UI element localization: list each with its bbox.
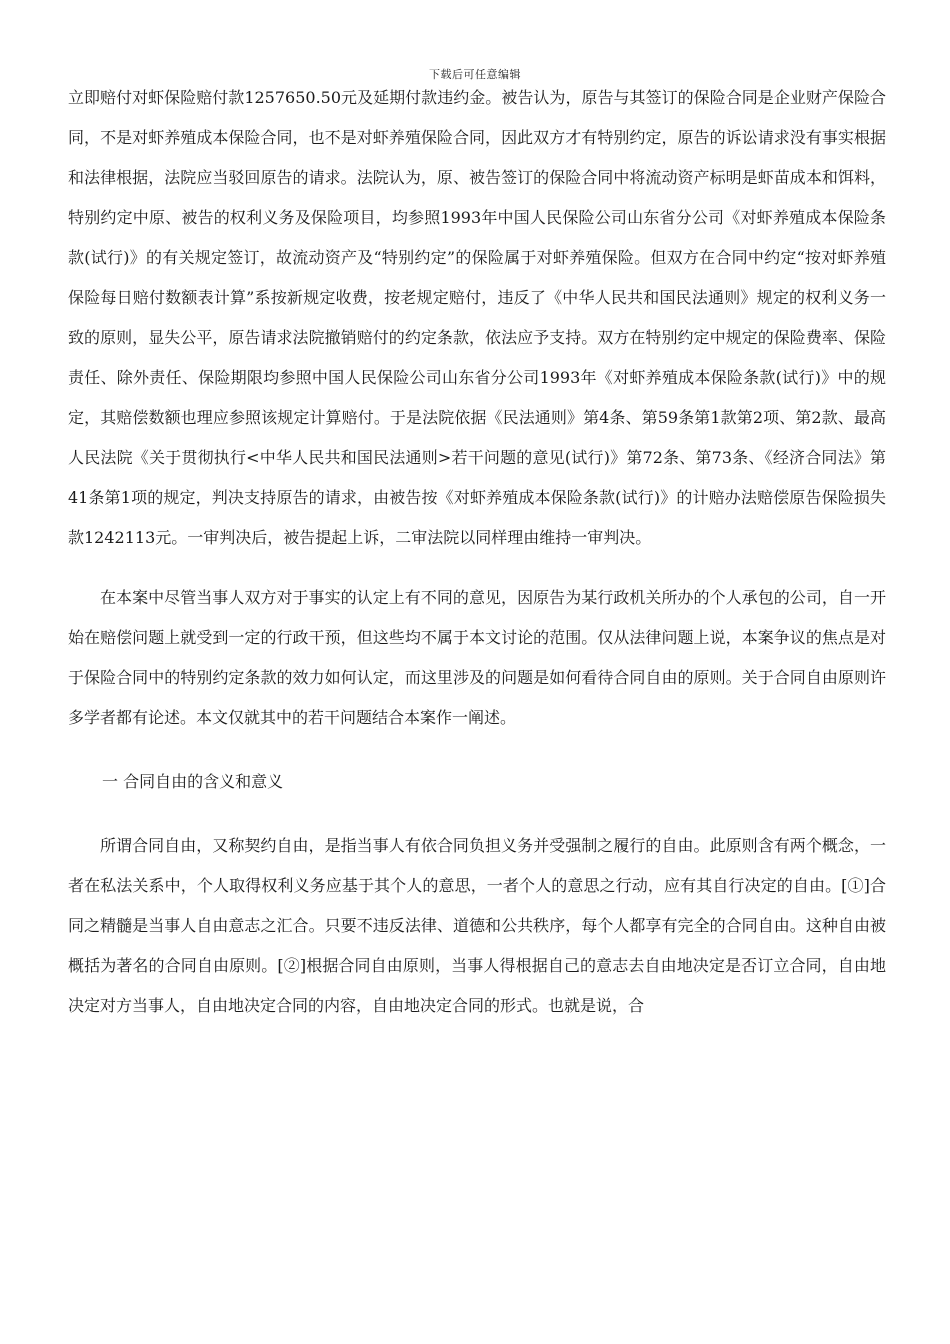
paragraph-contract-freedom: 所谓合同自由，又称契约自由，是指当事人有依合同负担义务并受强制之履行的自由。此原则含有两个概念，一者在私法关系中，个人取得权利义务应基于其个人的意思，一者个人的意思之行动，应有其自行决定的自由。[①]合同之精髓是当事人自由意志之汇合。只要不违反法律、道德和公共秩序，每个人都享有完全的合同自由。这种自由被概括为著名的合同自由原则。[②]根据合同自由原则，当事人得根据自己的意志去自由地决定是否订立合同，自由地决定对方当事人，自由地决定合同的内容，自由地决定合同的形式。也就是说，合 bbox=[68, 836, 886, 1015]
section-heading: 一 合同自由的含义和意义 bbox=[102, 772, 284, 791]
document-body bbox=[68, 78, 886, 1026]
paragraph-case-analysis: 在本案中尽管当事人双方对于事实的认定上有不同的意见，因原告为某行政机关所办的个人承包的公司，自一开始在赔偿问题上就受到一定的行政干预，但这些均不属于本文讨论的范围。仅从法律问题上说，本案争议的焦点是对于保险合同中的特别约定条款的效力如何认定，而这里涉及的问题是如何看待合同自由的原则。关于合同自由原则许多学者都有论述。本文仅就其中的若干问题结合本案作一阐述。 bbox=[68, 588, 886, 727]
paragraph-spacer bbox=[68, 738, 886, 762]
header-note: 下载后可任意编辑 bbox=[429, 68, 521, 81]
paragraph-case-judgment: 立即赔付对虾保险赔付款1257650.50元及延期付款违约金。被告认为，原告与其签订的保险合同是企业财产保险合同，不是对虾养殖成本保险合同，也不是对虾养殖保险合同，因此双方才有特别约定，原告的诉讼请求没有事实根据和法律根据，法院应当驳回原告的请求。法院认为，原、被告签订的保险合同中将流动资产标明是虾苗成本和饵料，特别约定中原、被告的权利义务及保险项目，均参照1993年中国人民保险公司山东省分公司《对虾养殖成本保险条款(试行)》的有关规定签订，故流动资产及“特别约定”的保险属于对虾养殖保险。但双方在合同中约定“按对虾养殖保险每日赔付数额表计算”系按新规定收费，按老规定赔付，违反了《中华人民共和国民法通则》规定的权利义务一致的原则，显失公平，原告请求法院撤销赔付的约定条款，依法应予支持。双方在特别约定中规定的保险费率、保险责任、除外责任、保险期限均参照中国人民保险公司山东省分公司1993年《对虾养殖成本保险条款(试行)》中的规定，其赔偿数额也理应参照该规定计算赔付。于是法院依据《民法通则》第4条、第59条第1款第2项、第2款、最高人民法院《关于贯彻执行<中华人民共和国民法通则>若干问题的意见(试行)》第72条、第73条、《经济合同法》第41条第1项的规定，判决支持原告的请求，由被告按《对虾养殖成本保险条款(试行)》的计赔办法赔偿原告保险损失款1242113元。一审判决后，被告提起上诉，二审法院以同样理由维持一审判决。 bbox=[68, 88, 886, 547]
paragraph-spacer bbox=[68, 802, 886, 826]
paragraph-spacer bbox=[68, 558, 886, 578]
